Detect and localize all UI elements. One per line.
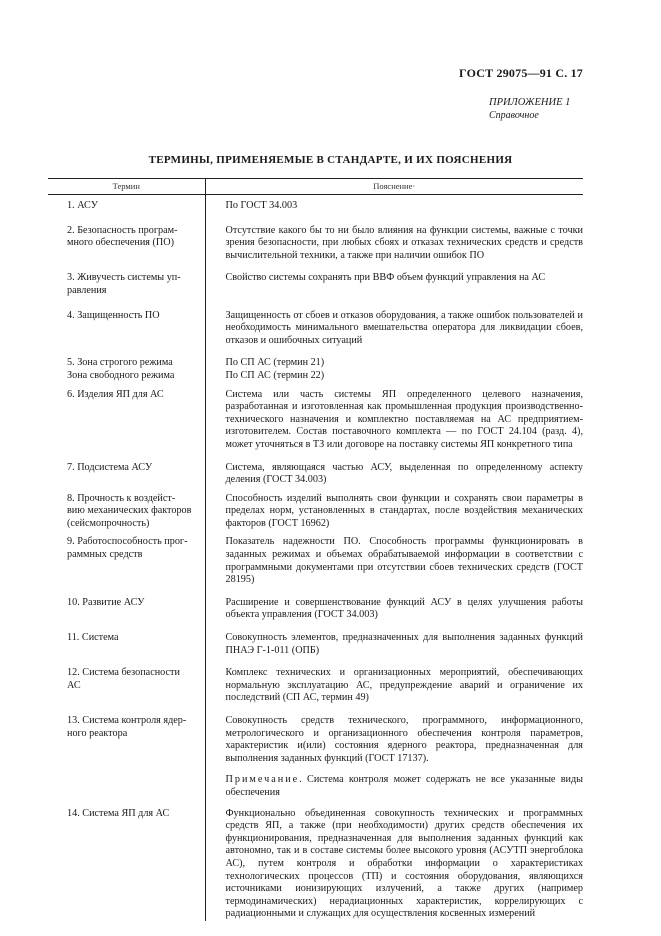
- term-line: 8. Прочность к воздейст-: [67, 492, 176, 504]
- term-line: (сейсмопрочность): [67, 517, 150, 529]
- explanation-text: Функционально объединенная совокупность технических и программных средств ЯП, а также (при необходимости) других средств обеспечения их функционирования, предназначенная для выполнения заданных функций как автономно, так и в составе системы более высокого уровня (АСУТП энергоблока АС), путем контроля и обработки информации о характеристиках технологических процессов (ТП) и состояния оборудования, являющихся источниками ионизирующих излучений, а также других (например термодинамических) нерадиационных характеристик, коррелирующих с радиационными и служащих для осуществления косвенных измерений: [225, 807, 583, 920]
- term-line: 2. Безопасность програм-: [67, 224, 178, 236]
- term-cell: [48, 195, 205, 213]
- explanation-cell: [205, 262, 583, 297]
- term-cell: [48, 587, 205, 622]
- column-header-term: Термин: [48, 179, 205, 195]
- explanation-cell: [205, 800, 583, 921]
- explanation-cell: [205, 452, 583, 487]
- term-cell: [48, 657, 205, 705]
- term-line: 10. Развитие АСУ: [67, 596, 145, 608]
- table-row: [48, 298, 583, 348]
- term-cell: [48, 383, 205, 452]
- table-row: [48, 195, 583, 213]
- term-line: 14. Система ЯП для АС: [67, 807, 170, 819]
- term-line: раммных средств: [67, 549, 143, 561]
- table-row: [48, 530, 583, 586]
- term-line: 1. АСУ: [67, 200, 98, 211]
- explanation-text: Совокупность средств технического, программного, информационного, метрологического и организационного обеспечения контроля параметров, характеристик и(или) состояния ядерного реактора, предназначенная для выполнения заданных функций (ГОСТ 17137).: [225, 715, 583, 764]
- note-text: [226, 774, 584, 799]
- explanation-text: Показатель надежности ПО. Способность программы функционировать в заданных режимах и объемах обрабатываемой информации в соответствии с программными документами при отсутствии сбоев технических средств (ГОСТ 28195): [225, 536, 583, 586]
- terms-table: [48, 178, 583, 921]
- explanation-cell: [205, 587, 583, 622]
- explanation-text: Система, являющаяся частью АСУ, выделенная по определенному аспекту деления (ГОСТ 34.003): [225, 461, 583, 486]
- explanation-text: Система или часть системы ЯП определенного целевого назначения, разработанная и изготовленная как промышленная продукция производственно-технического назначения и комплектно поставляемая на АС предприятием-изготовителем. Состав поставочного комплекта — по ГОСТ 24.104 (разд. 4), может уточняться в ТЗ или договоре на поставку системы ЯП конкретного типа: [225, 388, 583, 450]
- table-row: [48, 347, 583, 382]
- term-cell: [48, 298, 205, 348]
- term-line: 13. Система контроля ядер-: [67, 715, 187, 726]
- explanation-cell: [205, 487, 583, 531]
- term-cell: [48, 487, 205, 531]
- appendix-label: [489, 96, 570, 122]
- explanation-text: Расширение и совершенствование функций АСУ в целях улучшения работы объекта управления (ГОСТ 34.003): [225, 596, 583, 621]
- note-body: . Система контроля может содержать не все указанные виды обеспечения: [225, 774, 583, 798]
- table-header-row: [48, 179, 583, 195]
- explanation-cell: [205, 705, 583, 800]
- table-row: [48, 452, 583, 487]
- table-row: [48, 800, 583, 921]
- explanation-text: Свойство системы сохранять при ВВФ объем функций управления на АС: [225, 272, 546, 284]
- table-row: [48, 487, 583, 531]
- table-row: [48, 383, 583, 452]
- explanation-cell: [205, 657, 583, 705]
- explanation-cell: [205, 622, 583, 657]
- explanation-text: Совокупность элементов, предназначенных для выполнения заданных функций ПНАЭ Г-1-011 (ОПБ): [225, 632, 583, 656]
- term-line: ного реактора: [67, 727, 128, 739]
- explanation-cell: [205, 195, 583, 213]
- term-line: Зона свободного режима: [67, 369, 175, 381]
- standard-page-header: ГОСТ 29075—91 С. 17: [459, 66, 583, 80]
- term-cell: [48, 452, 205, 487]
- explanation-text: Комплекс технических и организационных мероприятий, обеспечивающих нормальную эксплуатацию АС, предупреждение аварий и ограничение их последствий (СП АС, термин 49): [225, 667, 583, 704]
- term-line: 4. Защищенность ПО: [67, 309, 160, 321]
- term-cell: [48, 347, 205, 382]
- term-cell: [48, 622, 205, 657]
- term-line: 5. Зона строгого режима: [67, 357, 173, 369]
- table-row: [48, 587, 583, 622]
- note-label: Примечание: [225, 774, 300, 786]
- term-cell: [48, 800, 205, 921]
- explanation-cell: [205, 213, 583, 263]
- column-header-explanation: Пояснение·: [205, 179, 583, 195]
- explanation-cell: [205, 298, 583, 348]
- term-line: 7. Подсистема АСУ: [67, 461, 153, 473]
- explanation-text: По СП АС (термин 22): [225, 369, 325, 381]
- term-cell: [48, 705, 205, 800]
- term-line: 6. Изделия ЯП для АС: [67, 388, 164, 400]
- explanation-text: Отсутствие какого бы то ни было влияния на функции системы, важные с точки зрения безопасности, при любых сбоях и отказах технических средств и средств вычислительной техники, а также при наличии ошибок ПО: [225, 224, 583, 261]
- explanation-cell: [205, 383, 583, 452]
- term-cell: [48, 530, 205, 586]
- appendix-type: Справочное: [489, 110, 539, 121]
- explanation-cell: [205, 530, 583, 586]
- appendix-number: ПРИЛОЖЕНИЕ 1: [489, 97, 571, 108]
- term-cell: [48, 262, 205, 297]
- term-line: равления: [67, 284, 107, 296]
- table-row: [48, 657, 583, 705]
- term-line: 9. Работоспособность прог-: [67, 536, 188, 548]
- explanation-text: Защищенность от сбоев и отказов оборудования, а также ошибок пользователей и необходимость минимального вмешательства оператора для ликвидации сбоев, отказов и ошибочных ситуаций: [225, 309, 583, 346]
- document-title: ТЕРМИНЫ, ПРИМЕНЯЕМЫЕ В СТАНДАРТЕ, И ИХ ПОЯСНЕНИЯ: [148, 154, 513, 166]
- explanation-text: По ГОСТ 34.003: [225, 200, 298, 211]
- table-row: [48, 213, 583, 263]
- term-line: вию механических факторов: [67, 505, 192, 517]
- term-line: много обеспечения (ПО): [67, 237, 174, 249]
- table-row: [48, 262, 583, 297]
- table-row: [48, 622, 583, 657]
- term-line: 12. Система безопасности: [67, 667, 180, 679]
- explanation-cell: [205, 347, 583, 382]
- explanation-text: По СП АС (термин 21): [225, 357, 325, 369]
- explanation-text: Способность изделий выполнять свои функции и сохранять свои параметры в пределах норм, установленных в стандартах, после воздействия механических факторов (ГОСТ 16962): [225, 492, 583, 529]
- term-cell: [48, 213, 205, 263]
- term-line: 3. Живучесть системы уп-: [67, 272, 181, 284]
- term-line: АС: [67, 679, 81, 691]
- table-row: [48, 705, 583, 800]
- term-line: 11. Система: [67, 632, 119, 644]
